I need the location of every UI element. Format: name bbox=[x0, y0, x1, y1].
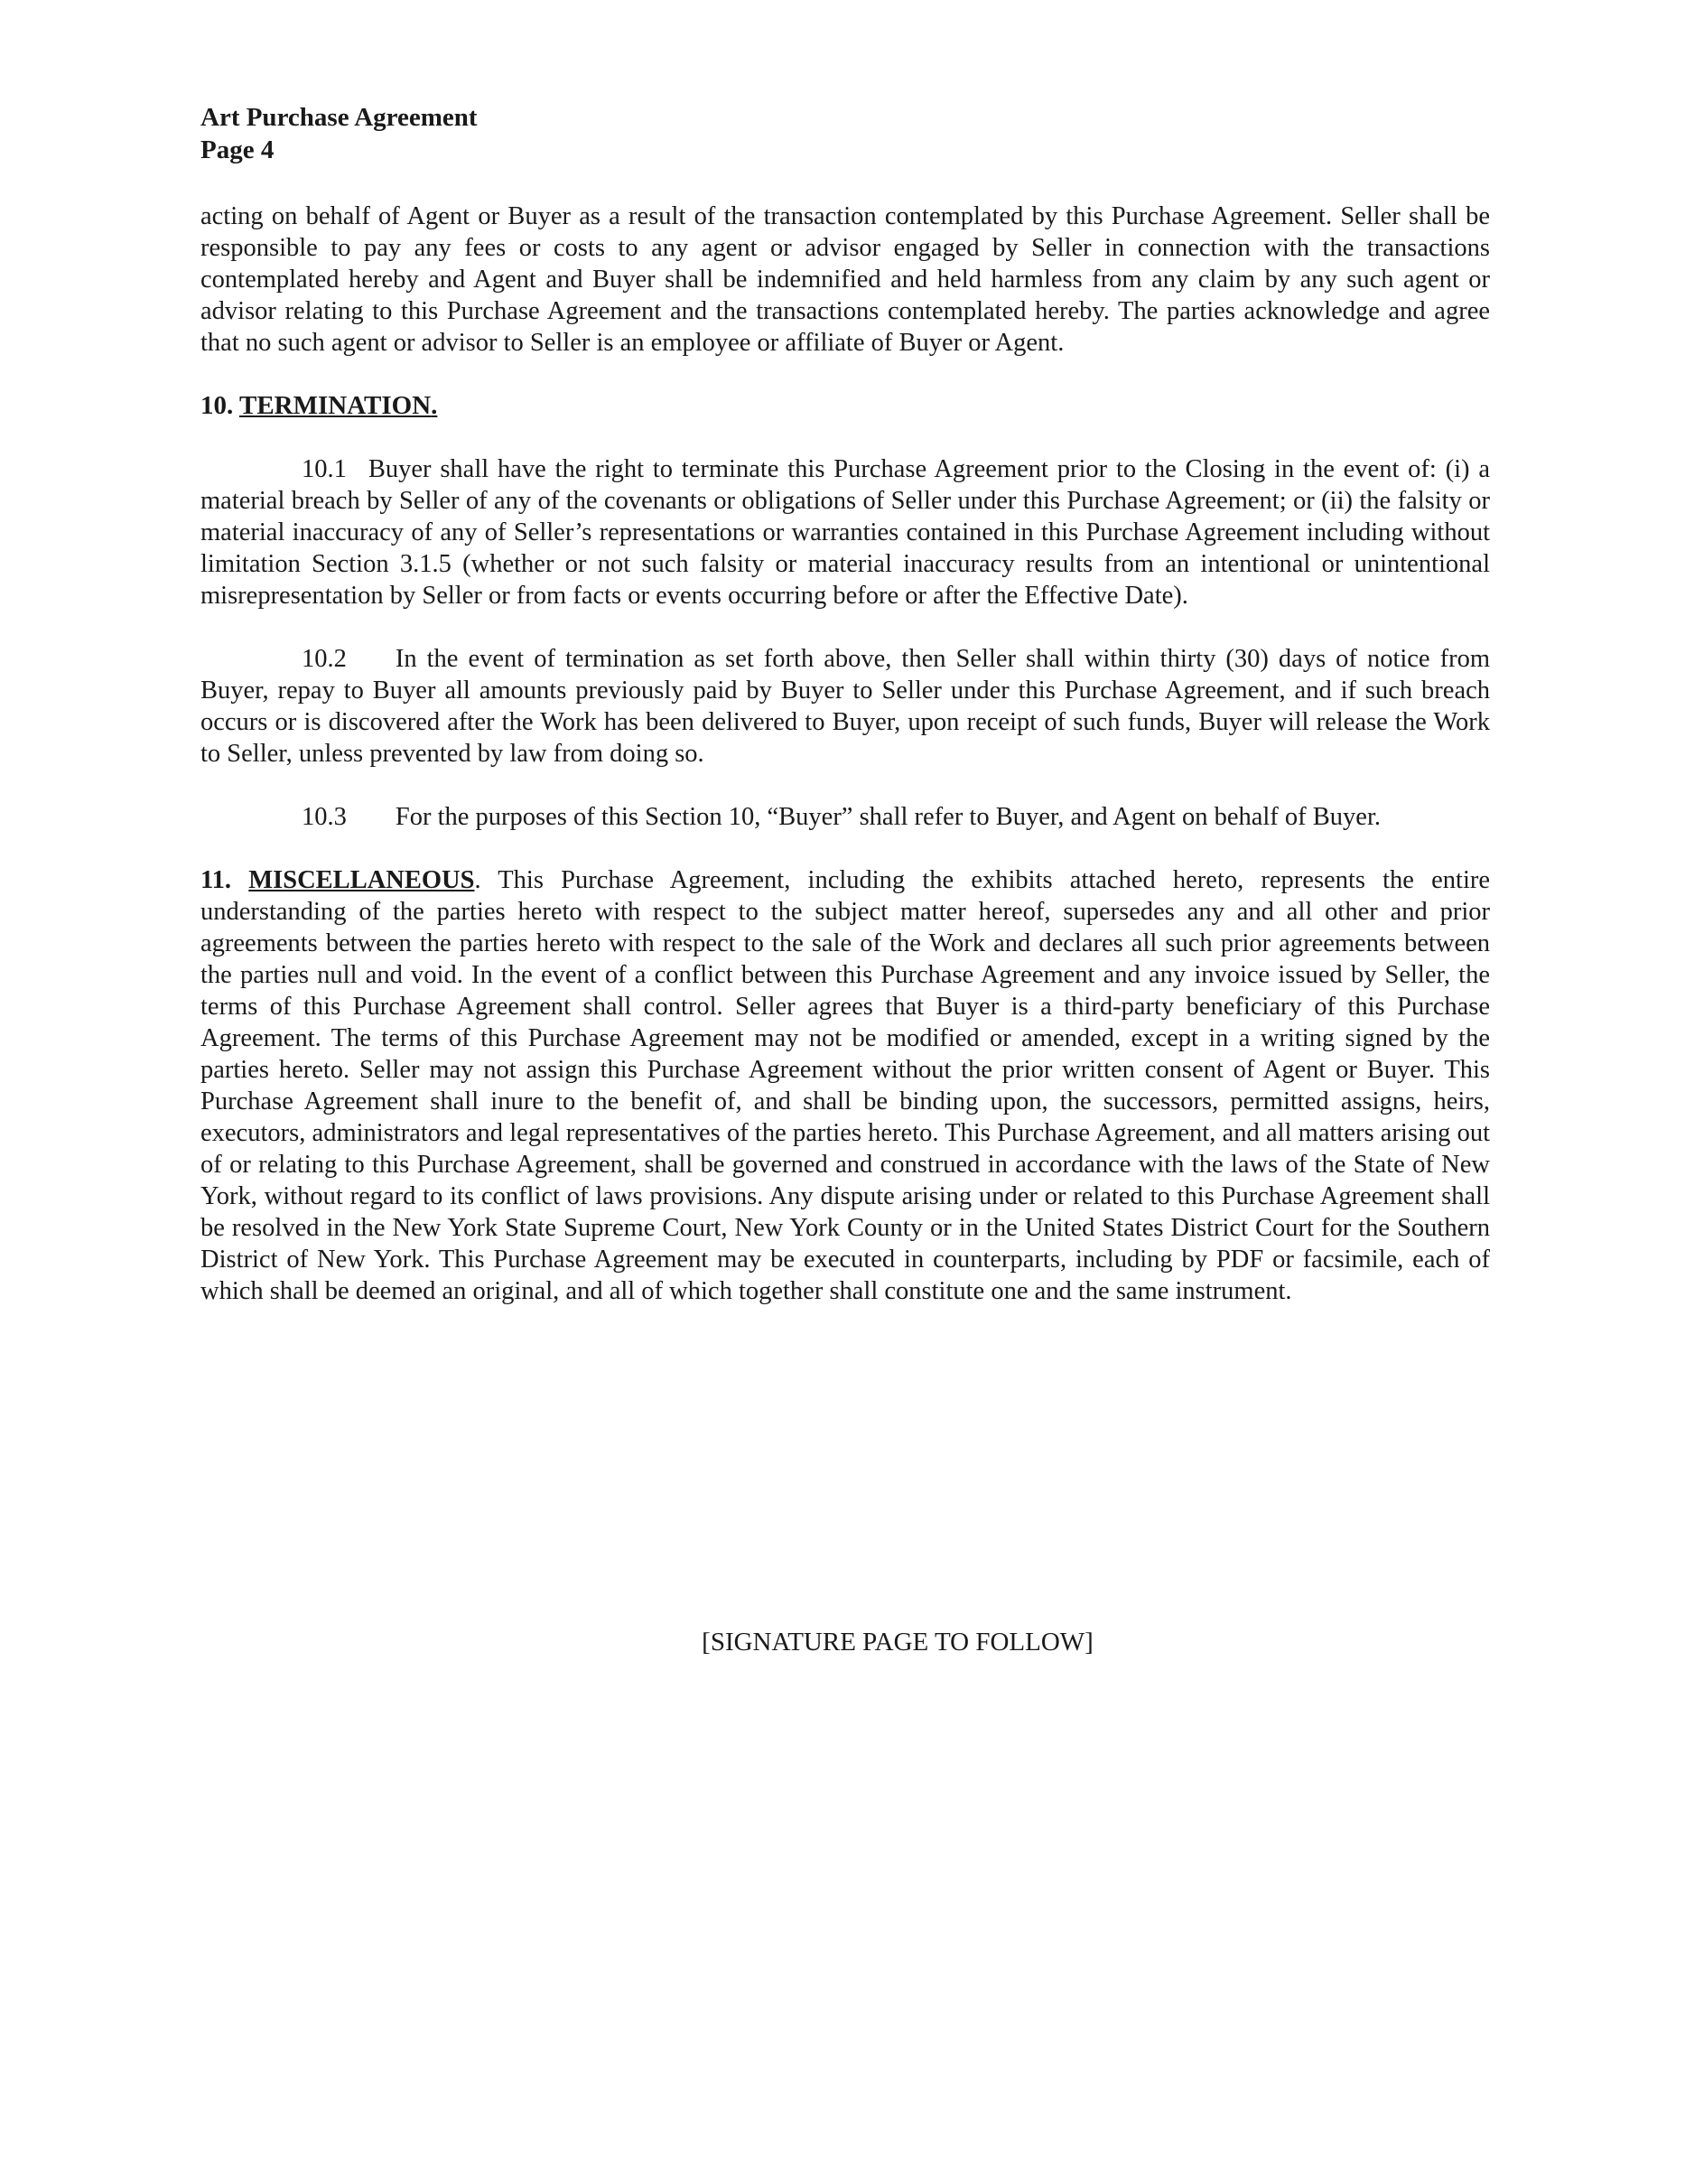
section-10-number: 10. bbox=[200, 391, 234, 420]
paragraph-10-3 bbox=[200, 801, 1490, 833]
paragraph-10-1-text: Buyer shall have the right to terminate this Purchase Agreement prior to the Closing in the event of: (i) a material breach by Seller of any of the covenants or obligations of Seller under this Purchase Agreement; or (ii) the falsity or material inaccuracy of any of Seller’s representations or warranties contained in this Purchase Agreement including without limitation Section 3.1.5 (whether or not such falsity or material inaccuracy results from an intentional or unintentional misrepresentation by Seller or from facts or events occurring before or after the Effective Date). bbox=[200, 455, 1490, 610]
paragraph-10-2-text: In the event of termination as set forth above, then Seller shall within thirty (30) days of notice from Buyer, repay to Buyer all amounts previously paid by Buyer to Seller under this Purchase Agreement, and if such breach occurs or is discovered after the Work has been delivered to Buyer, upon receipt of such funds, Buyer will release the Work to Seller, unless prevented by law from doing so. bbox=[200, 645, 1490, 768]
paragraph-10-2 bbox=[200, 643, 1490, 770]
document-title: Art Purchase Agreement bbox=[200, 103, 478, 132]
continuation-paragraph: acting on behalf of Agent or Buyer as a result of the transaction contemplated by this Purchase Agreement. Seller shall be responsible to pay any fees or costs to any agent or advisor engaged by Seller in connection with the transactions contemplated hereby and Agent and Buyer shall be indemnified and held harmless from any claim by any such agent or advisor relating to this Purchase Agreement and the transactions contemplated hereby. The parties acknowledge and agree that no such agent or advisor to Seller is an employee or affiliate of Buyer or Agent. bbox=[200, 202, 1490, 357]
document-page bbox=[200, 101, 1490, 1307]
section-11-title: MISCELLANEOUS bbox=[248, 866, 475, 894]
section-11-paragraph bbox=[200, 864, 1490, 1307]
paragraph-10-2-number: 10.2 bbox=[302, 645, 347, 673]
paragraph-10-1-number: 10.1 bbox=[302, 455, 347, 483]
paragraph-10-3-number: 10.3 bbox=[302, 803, 347, 831]
section-10-title: TERMINATION. bbox=[238, 391, 438, 420]
section-10-heading bbox=[200, 390, 1490, 422]
signature-page-note: [SIGNATURE PAGE TO FOLLOW] bbox=[702, 1628, 1094, 1657]
section-11-number: 11. bbox=[200, 866, 232, 894]
section-11-text: . This Purchase Agreement, including the exhibits attached hereto, represents the entire understanding of the parties hereto with respect to the subject matter hereof, supersedes any and all other and prior agreements between the parties hereto with respect to the sale of the Work and declares all such prior agreements between the parties null and void. In the event of a conflict between this Purchase Agreement and any invoice issued by Seller, the terms of this Purchase Agreement shall control. Seller agrees that Buyer is a third-party beneficiary of this Purchase Agreement. The terms of this Purchase Agreement may not be modified or amended, except in a writing signed by the parties hereto. Seller may not assign this Purchase Agreement without the prior written consent of Agent or Buyer. This Purchase Agreement shall inure to the benefit of, and shall be binding upon, the successors, permitted assigns, heirs, executors, administrators and legal representatives of the parties hereto. This Purchase Agreement, and all matters arising out of or relating to this Purchase Agreement, shall be governed and construed in accordance with the laws of the State of New York, without regard to its conflict of laws provisions. Any dispute arising under or related to this Purchase Agreement shall be resolved in the New York State Supreme Court, New York County or in the United States District Court for the Southern District of New York. This Purchase Agreement may be executed in counterparts, including by PDF or facsimile, each of which shall be deemed an original, and all of which together shall constitute one and the same instrument. bbox=[200, 866, 1491, 1305]
paragraph-10-3-text: For the purposes of this Section 10, “Buyer” shall refer to Buyer, and Agent on behalf of Buyer. bbox=[395, 803, 1381, 831]
paragraph-10-1 bbox=[200, 453, 1490, 611]
page-number: Page 4 bbox=[200, 135, 275, 164]
